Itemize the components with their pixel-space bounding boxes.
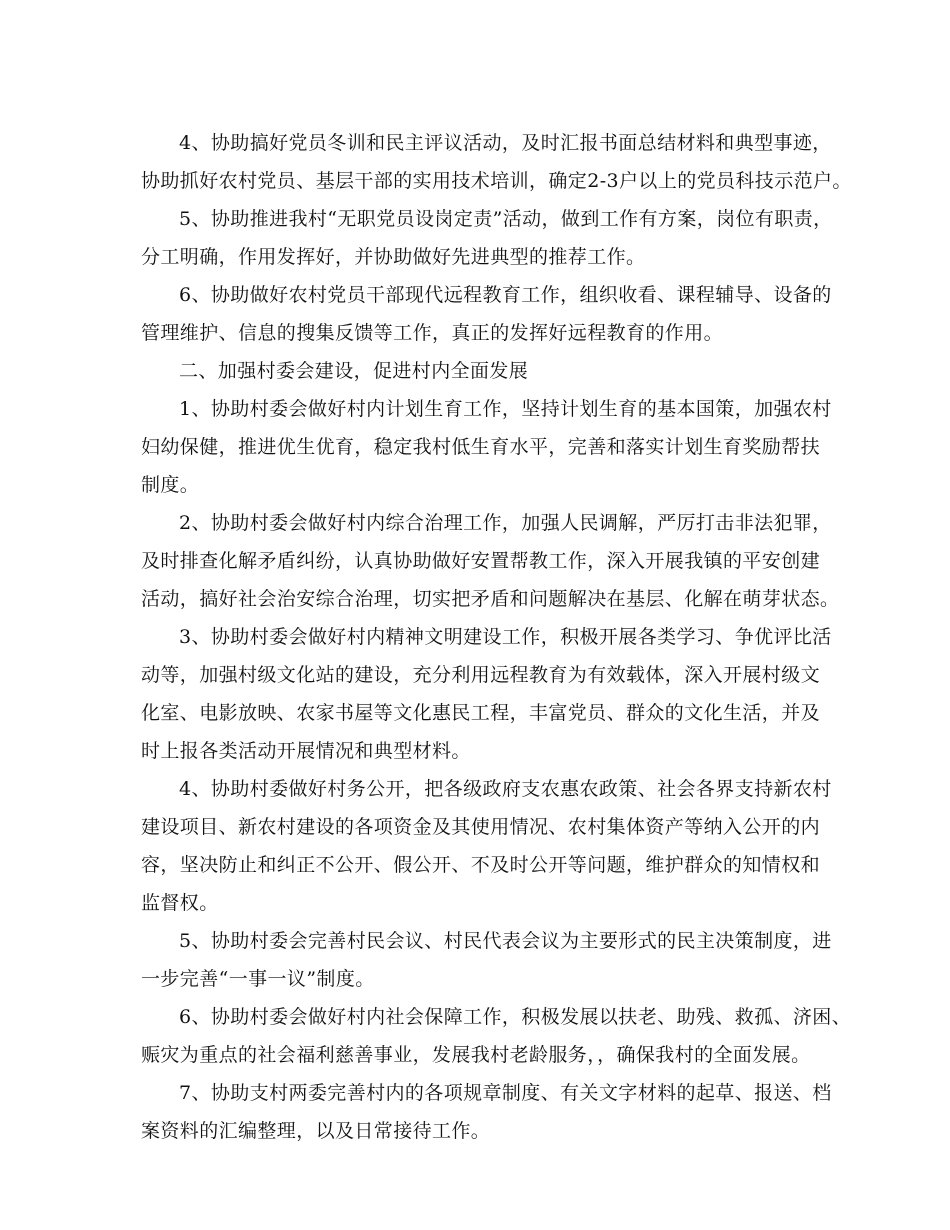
section-2-item-1-line-2: 妇幼保健，推进优生优育，稳定我村低生育水平，完善和落实计划生育奖励帮扶: [141, 436, 821, 458]
section-2-item-6-line-2: 赈灾为重点的社会福利慈善事业，发展我村老龄服务，，确保我村的全面发展。: [141, 1044, 811, 1066]
section-2-item-4-line-1: 4、协助村委做好村务公开，把各级政府支农惠农政策、社会各界支持新农村: [179, 778, 832, 800]
section-2-item-4-line-2: 建设项目、新农村建设的各项资金及其使用情况、农村集体资产等纳入公开的内: [141, 816, 821, 838]
section-2-item-4-line-4: 监督权。: [141, 892, 219, 914]
section-2-item-6-line-1: 6、协助村委会做好村内社会保障工作，积极发展以扶老、助残、救孤、济困、: [179, 1006, 852, 1028]
section-2-item-1-line-1: 1、协助村委会做好村内计划生育工作，坚持计划生育的基本国策，加强农村: [179, 398, 832, 420]
section-2-item-2-line-1: 2、协助村委会做好村内综合治理工作，加强人民调解，严厉打击非法犯罪，: [179, 512, 832, 534]
section-2-item-1-line-3: 制度。: [141, 474, 200, 496]
section-2-item-5-line-1: 5、协助村委会完善村民会议、村民代表会议为主要形式的民主决策制度，进: [179, 930, 832, 952]
paragraph-6-line-2: 管理维护、信息的搜集反馈等工作，真正的发挥好远程教育的作用。: [141, 322, 724, 344]
section-2-item-3-line-2: 动等，加强村级文化站的建设，充分利用远程教育为有效载体，深入开展村级文: [141, 664, 821, 686]
paragraph-5-line-1: 5、协助推进我村“无职党员设岗定责”活动，做到工作有方案，岗位有职责，: [179, 208, 833, 230]
paragraph-6-line-1: 6、协助做好农村党员干部现代远程教育工作，组织收看、课程辅导、设备的: [179, 284, 832, 306]
section-2-item-7-line-1: 7、协助支村两委完善村内的各项规章制度、有关文字材料的起草、报送、档: [179, 1082, 832, 1104]
section-2-item-2-line-3: 活动，搞好社会治安综合治理，切实把矛盾和问题解决在基层、化解在萌芽状态。: [141, 588, 840, 610]
section-2-item-4-line-3: 容，坚决防止和纠正不公开、假公开、不及时公开等问题，维护群众的知情权和: [141, 854, 821, 876]
section-heading-2: 二、加强村委会建设，促进村内全面发展: [179, 360, 529, 382]
section-2-item-3-line-4: 时上报各类活动开展情况和典型材料。: [141, 740, 471, 762]
paragraph-4-line-2: 协助抓好农村党员、基层干部的实用技术培训，确定2-3户以上的党员科技示范户。: [141, 170, 852, 192]
paragraph-5-line-2: 分工明确，作用发挥好，并协助做好先进典型的推荐工作。: [141, 246, 646, 268]
section-2-item-2-line-2: 及时排查化解矛盾纠纷，认真协助做好安置帮教工作，深入开展我镇的平安创建: [141, 550, 821, 572]
section-2-item-3-line-1: 3、协助村委会做好村内精神文明建设工作，积极开展各类学习、争优评比活: [179, 626, 832, 648]
section-2-item-5-line-2: 一步完善“一事一议”制度。: [141, 968, 375, 990]
paragraph-4-line-1: 4、协助搞好党员冬训和民主评议活动，及时汇报书面总结材料和典型事迹，: [179, 132, 832, 154]
section-2-item-7-line-2: 案资料的汇编整理，以及日常接待工作。: [141, 1120, 491, 1142]
section-2-item-3-line-3: 化室、电影放映、农家书屋等文化惠民工程，丰富党员、群众的文化生活，并及: [141, 702, 821, 724]
